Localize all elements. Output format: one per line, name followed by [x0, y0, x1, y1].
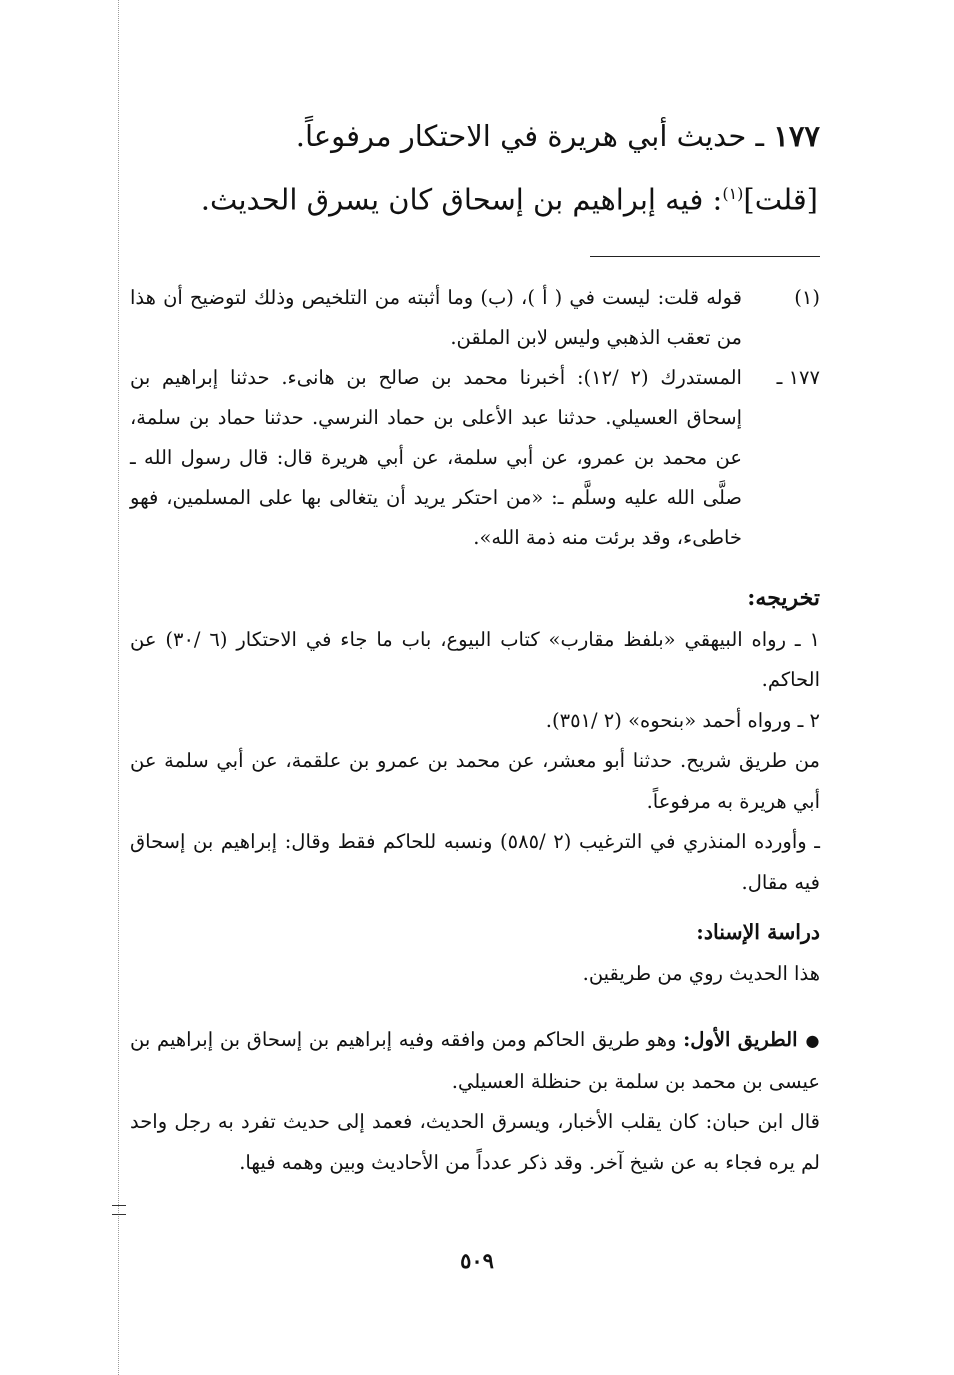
- footnote-text: المستدرك (٢ /١٢): أخبرنا محمد بن صالح بن هانىء. حدثنا إبراهيم بن إسحاق العسيلي. حدثنا عبد الأعلى بن حماد النرسي. حدثنا حماد بن سلمة، عن محمد بن عمرو، عن أبي سلمة، عن أبي هريرة قال: قال رسول الله ـ صلَّى الله عليه وسلَّم ـ: «من احتكر يريد أن يتغالى بها على المسلمين، فهو خاطىء، وقد برئت منه ذمة الله».: [130, 366, 742, 549]
- takhrij-item-2: ٢ ـ ورواه أحمد «بنحوه» (٢ /٣٥١).: [545, 708, 820, 732]
- qultu-footnote-ref: (١): [722, 184, 744, 203]
- takhrij-heading-text: تخريجه:: [747, 585, 820, 611]
- hadith-number: ١٧٧: [773, 119, 820, 153]
- page-number: ٥٠٩: [460, 1248, 494, 1273]
- first-path-label: الطريق الأول:: [683, 1028, 798, 1051]
- isnad-intro: هذا الحديث روي من طريقين.: [582, 961, 820, 985]
- footnote-separator: [590, 256, 820, 257]
- hadith-title: حديث أبي هريرة في الاحتكار مرفوعاً.: [295, 119, 747, 153]
- isnad-section: [130, 912, 820, 994]
- hadith-title-line: [130, 107, 820, 165]
- footnote-number: ١٧٧ ـ: [776, 366, 820, 389]
- first-path-text: وهو طريق الحاكم ومن وافقه وفيه إبراهيم بن إسحاق بن إبراهيم بن عيسى بن محمد بن سلمة بن حنظلة العسيلي.: [130, 1028, 820, 1093]
- takhrij-heading: [130, 578, 820, 620]
- isnad-heading-text: دراسة الإسناد:: [696, 920, 820, 944]
- colon: :: [703, 182, 723, 217]
- page-content: [130, 0, 820, 1375]
- qultu-label: [قلت]: [743, 182, 818, 217]
- footnote-1: [130, 278, 820, 358]
- margin-mark: [112, 1205, 126, 1215]
- bullet-icon: ●: [805, 1031, 820, 1050]
- footnote-177: [130, 358, 820, 558]
- takhrij-item-1: ١ ـ رواه البيهقي «بلفظ مقارب» كتاب البيوع، باب ما جاء في الاحتكار (٦ /٣٠) عن الحاكم.: [130, 627, 820, 691]
- footnotes: [130, 278, 820, 558]
- ibn-hibban-paragraph: قال ابن حبان: كان يقلب الأخبار، ويسرق الحديث، فعمد إلى حديث تفرد به رجل واحد لم يره فجاء به عن شيخ آخر. وقد ذكر عدداً من الأحاديث وبين وهمه فيها.: [130, 1110, 820, 1174]
- qultu-text: فيه إبراهيم بن إسحاق كان يسرق الحديث.: [200, 182, 704, 217]
- isnad-heading: [130, 912, 820, 954]
- first-path-section: [130, 1020, 820, 1183]
- qultu-line: [130, 165, 820, 229]
- hadith-header: [130, 107, 820, 229]
- footnote-number: (١): [794, 286, 820, 309]
- margin-guide-line: [118, 0, 119, 1375]
- first-path-paragraph: [130, 1020, 820, 1102]
- takhrij-section: [130, 578, 820, 903]
- takhrij-mundhiri: ـ وأورده المنذري في الترغيب (٢ /٥٨٥) ونسبه للحاكم فقط وقال: إبراهيم بن إسحاق فيه مقال.: [130, 830, 820, 894]
- dash: ـ: [746, 119, 765, 153]
- footnote-text: قوله قلت: ليست في ( أ )، (ب) وما أثبته من التلخيص وذلك لتوضيح أن هذا من تعقب الذهبي وليس لابن الملقن.: [130, 286, 742, 349]
- takhrij-chain: من طريق شريح. حدثنا أبو معشر، عن محمد بن عمرو بن علقمة، عن أبي سلمة عن أبي هريرة به مرفوعاً.: [130, 749, 820, 813]
